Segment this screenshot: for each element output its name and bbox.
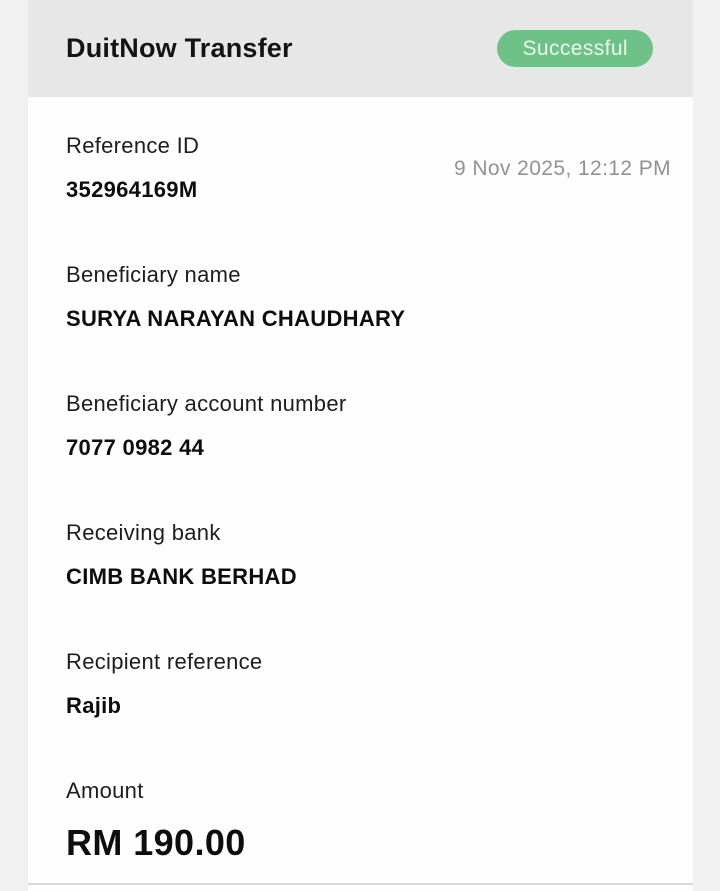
field-row-recipient-reference	[66, 649, 693, 720]
field-value: SURYA NARAYAN CHAUDHARY	[66, 306, 406, 331]
field-row-reference-id	[66, 133, 693, 204]
field-value: RM 190.00	[66, 822, 246, 863]
field-value: CIMB BANK BERHAD	[66, 564, 297, 589]
field-label: Beneficiary account number	[66, 391, 347, 416]
header	[28, 0, 693, 97]
field-row-beneficiary-name	[66, 262, 693, 333]
field-label: Beneficiary name	[66, 262, 241, 287]
field-value: 352964169M	[66, 177, 198, 202]
bottom-divider	[28, 883, 693, 885]
field-label: Recipient reference	[66, 649, 263, 674]
field-row-beneficiary-account	[66, 391, 693, 462]
field-row-receiving-bank	[66, 520, 693, 591]
transaction-timestamp: 9 Nov 2025, 12:12 PM	[454, 156, 671, 180]
recipient-reference-field	[66, 649, 262, 720]
field-label: Reference ID	[66, 133, 200, 158]
field-label: Amount	[66, 778, 144, 803]
amount-field	[66, 778, 246, 865]
status-badge: Successful	[497, 30, 653, 67]
beneficiary-name-field	[66, 262, 405, 333]
receiving-bank-field	[66, 520, 297, 591]
page-title: DuitNow Transfer	[66, 33, 293, 63]
beneficiary-account-field	[66, 391, 347, 462]
receipt-card	[28, 97, 693, 891]
field-label: Receiving bank	[66, 520, 221, 545]
content-column	[28, 0, 693, 891]
field-row-amount	[66, 778, 693, 865]
field-value: Rajib	[66, 693, 122, 718]
field-value: 7077 0982 44	[66, 435, 205, 460]
reference-id-field	[66, 133, 199, 204]
